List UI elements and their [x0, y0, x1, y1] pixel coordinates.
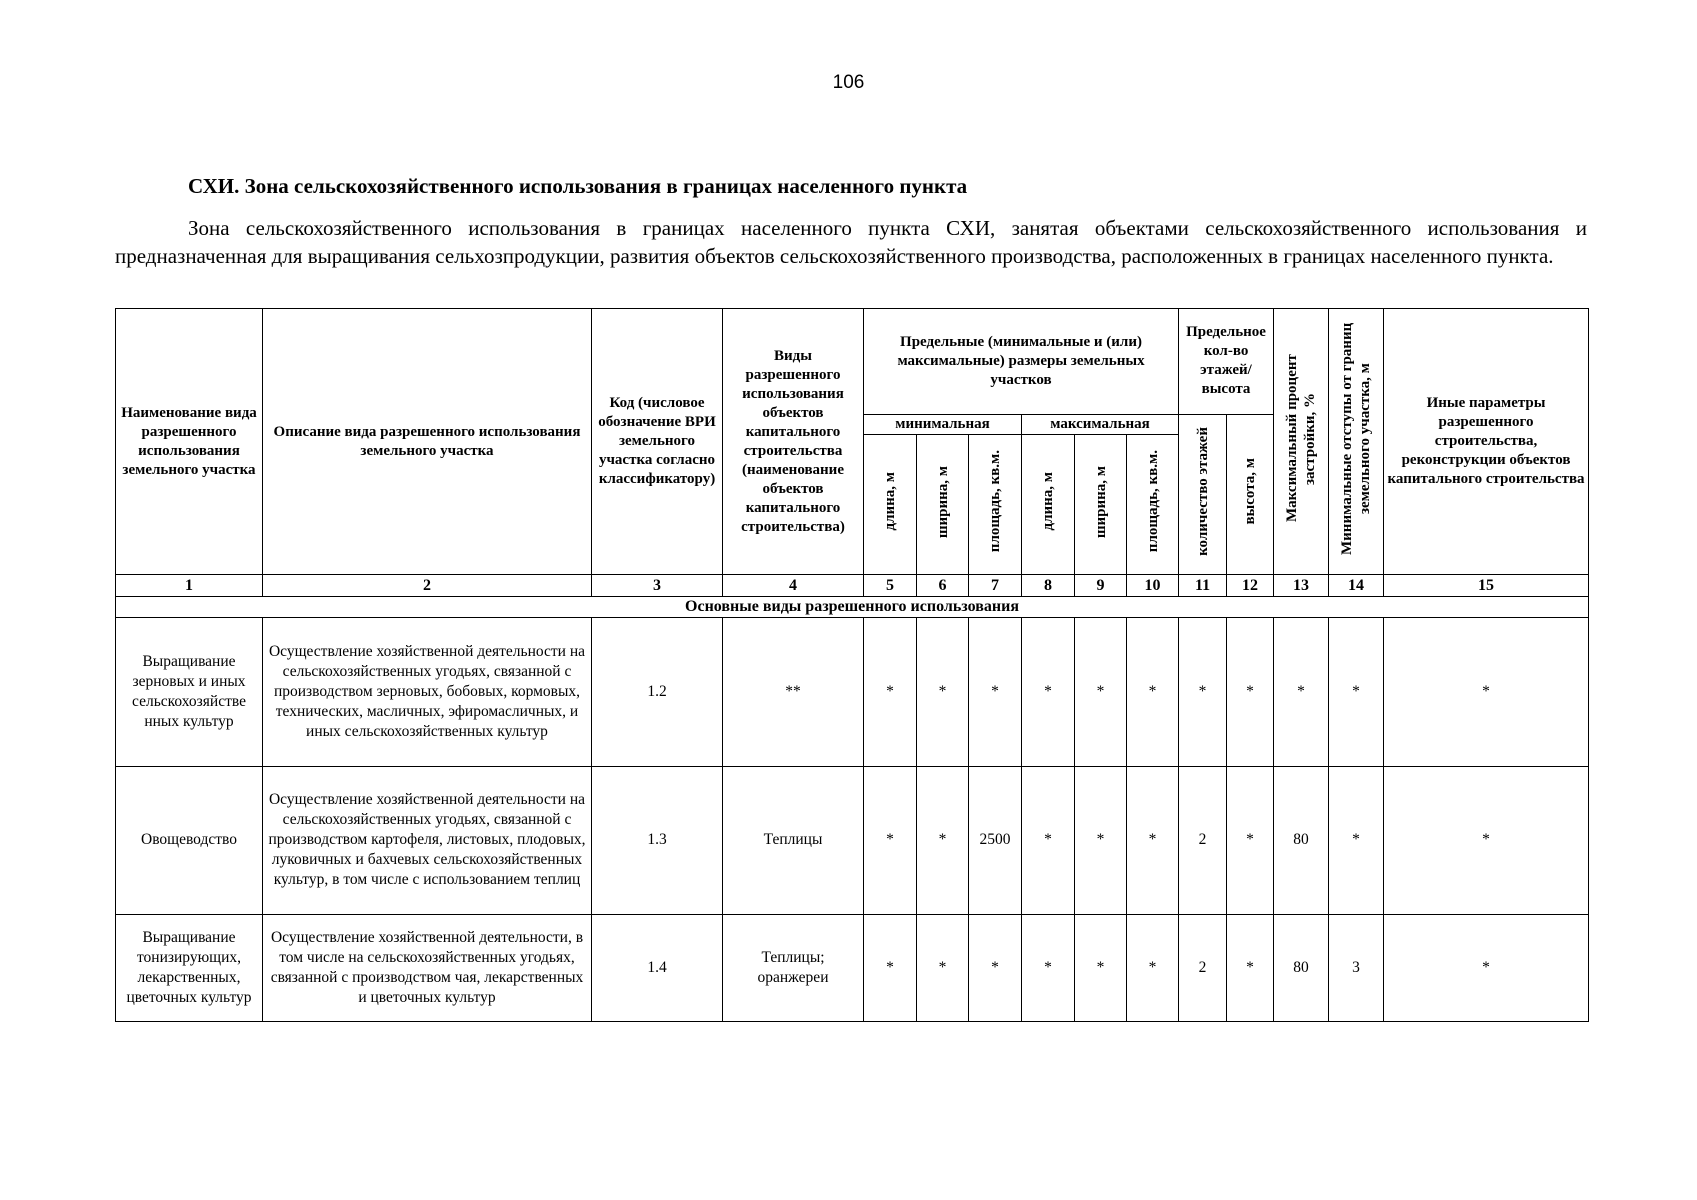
column-number: 2: [263, 575, 592, 596]
value-cell: *: [1329, 766, 1384, 915]
header-floor-count: количество этажей: [1179, 414, 1227, 575]
table-row: [116, 766, 1589, 915]
header-floors: Предельное кол-во этажей/ высота: [1179, 309, 1274, 415]
value-cell: *: [969, 915, 1022, 1022]
value-cell: 2: [1179, 915, 1227, 1022]
use-name: Выращивание зерновых и иных сельскохозяйстве нных культур: [116, 617, 263, 766]
value-cell: *: [1022, 915, 1075, 1022]
value-cell: *: [864, 915, 917, 1022]
column-number: 14: [1329, 575, 1384, 596]
header-max-percent: Максимальный процент застройки, %: [1274, 309, 1329, 575]
value-cell: *: [1384, 915, 1589, 1022]
value-cell: *: [1075, 766, 1127, 915]
header-min-length: длина, м: [864, 434, 917, 575]
column-number-row: [116, 575, 1589, 596]
column-number: 6: [917, 575, 969, 596]
value-cell: *: [1384, 617, 1589, 766]
header-max-length: длина, м: [1022, 434, 1075, 575]
column-number: 7: [969, 575, 1022, 596]
value-cell: *: [1179, 617, 1227, 766]
header-max-area: площадь, кв.м.: [1127, 434, 1179, 575]
header-maximal: максимальная: [1022, 414, 1179, 434]
header-minimal: минимальная: [864, 414, 1022, 434]
value-cell: *: [1227, 617, 1274, 766]
column-number: 8: [1022, 575, 1075, 596]
use-description: Осуществление хозяйственной деятельности, в том числе на сельскохозяйственных угодьях, связанной с производством чая, лекарственных и цветочных культур: [263, 915, 592, 1022]
page-number: 106: [832, 72, 865, 93]
header-min-width: ширина, м: [917, 434, 969, 575]
value-cell: *: [1022, 766, 1075, 915]
value-cell: *: [1329, 617, 1384, 766]
header-height: высота, м: [1227, 414, 1274, 575]
value-cell: 2500: [969, 766, 1022, 915]
use-types: **: [723, 617, 864, 766]
table-row: [116, 915, 1589, 1022]
use-code: 1.4: [592, 915, 723, 1022]
value-cell: *: [1127, 915, 1179, 1022]
header-description: Описание вида разрешенного использования земельного участка: [263, 309, 592, 575]
value-cell: *: [1022, 617, 1075, 766]
value-cell: 3: [1329, 915, 1384, 1022]
value-cell: *: [1127, 766, 1179, 915]
use-name: Овощеводство: [116, 766, 263, 915]
use-types: Теплицы; оранжереи: [723, 915, 864, 1022]
column-number: 3: [592, 575, 723, 596]
section-title: Основные виды разрешенного использования: [116, 596, 1589, 617]
value-cell: 2: [1179, 766, 1227, 915]
value-cell: *: [917, 915, 969, 1022]
header-types: Виды разрешенного использования объектов капитального строительства (наименование объектов капитального строительства): [723, 309, 864, 575]
column-number: 13: [1274, 575, 1329, 596]
column-number: 5: [864, 575, 917, 596]
use-description: Осуществление хозяйственной деятельности на сельскохозяйственных угодьях, связанной с производством зерновых, бобовых, кормовых, технических, масличных, эфиромасличных, и иных сельскохозяйственных культур: [263, 617, 592, 766]
header-name: Наименование вида разрешенного использования земельного участка: [116, 309, 263, 575]
header-min-area: площадь, кв.м.: [969, 434, 1022, 575]
column-number: 12: [1227, 575, 1274, 596]
column-number: 4: [723, 575, 864, 596]
value-cell: *: [917, 617, 969, 766]
value-cell: *: [1075, 617, 1127, 766]
header-max-width: ширина, м: [1075, 434, 1127, 575]
header-min-setback: Минимальные отступы от границ земельного участка, м: [1329, 309, 1384, 575]
value-cell: *: [864, 766, 917, 915]
use-name: Выращивание тонизирующих, лекарственных, цветочных культур: [116, 915, 263, 1022]
value-cell: *: [1127, 617, 1179, 766]
use-description: Осуществление хозяйственной деятельности на сельскохозяйственных угодьях, связанной с производством картофеля, листовых, плодовых, луковичных и бахчевых сельскохозяйственных культур, в том числе с использованием теплиц: [263, 766, 592, 915]
value-cell: 80: [1274, 915, 1329, 1022]
column-number: 10: [1127, 575, 1179, 596]
column-number: 11: [1179, 575, 1227, 596]
value-cell: *: [1274, 617, 1329, 766]
value-cell: *: [1227, 766, 1274, 915]
value-cell: *: [1227, 915, 1274, 1022]
value-cell: 80: [1274, 766, 1329, 915]
table-row: [116, 617, 1589, 766]
header-other: Иные параметры разрешенного строительства, реконструкции объектов капитального строительства: [1384, 309, 1589, 575]
value-cell: *: [1075, 915, 1127, 1022]
column-number: 1: [116, 575, 263, 596]
use-code: 1.2: [592, 617, 723, 766]
header-code: Код (числовое обозначение ВРИ земельного участка согласно классификатору): [592, 309, 723, 575]
regulations-table: [115, 308, 1589, 1022]
value-cell: *: [864, 617, 917, 766]
intro-paragraph: Зона сельскохозяйственного использования в границах населенного пункта СХИ, занятая объектами сельскохозяйственного использования и предназначенная для выращивания сельхозпродукции, развития объектов сельскохозяйственного производства, расположенных в границах населенного пункта.: [115, 216, 1587, 268]
header-limits: Предельные (минимальные и (или) максимальные) размеры земельных участков: [864, 309, 1179, 415]
value-cell: *: [917, 766, 969, 915]
use-code: 1.3: [592, 766, 723, 915]
section-heading: СХИ. Зона сельскохозяйственного использования в границах населенного пункта: [188, 174, 968, 198]
column-number: 15: [1384, 575, 1589, 596]
column-number: 9: [1075, 575, 1127, 596]
value-cell: *: [969, 617, 1022, 766]
value-cell: *: [1384, 766, 1589, 915]
use-types: Теплицы: [723, 766, 864, 915]
